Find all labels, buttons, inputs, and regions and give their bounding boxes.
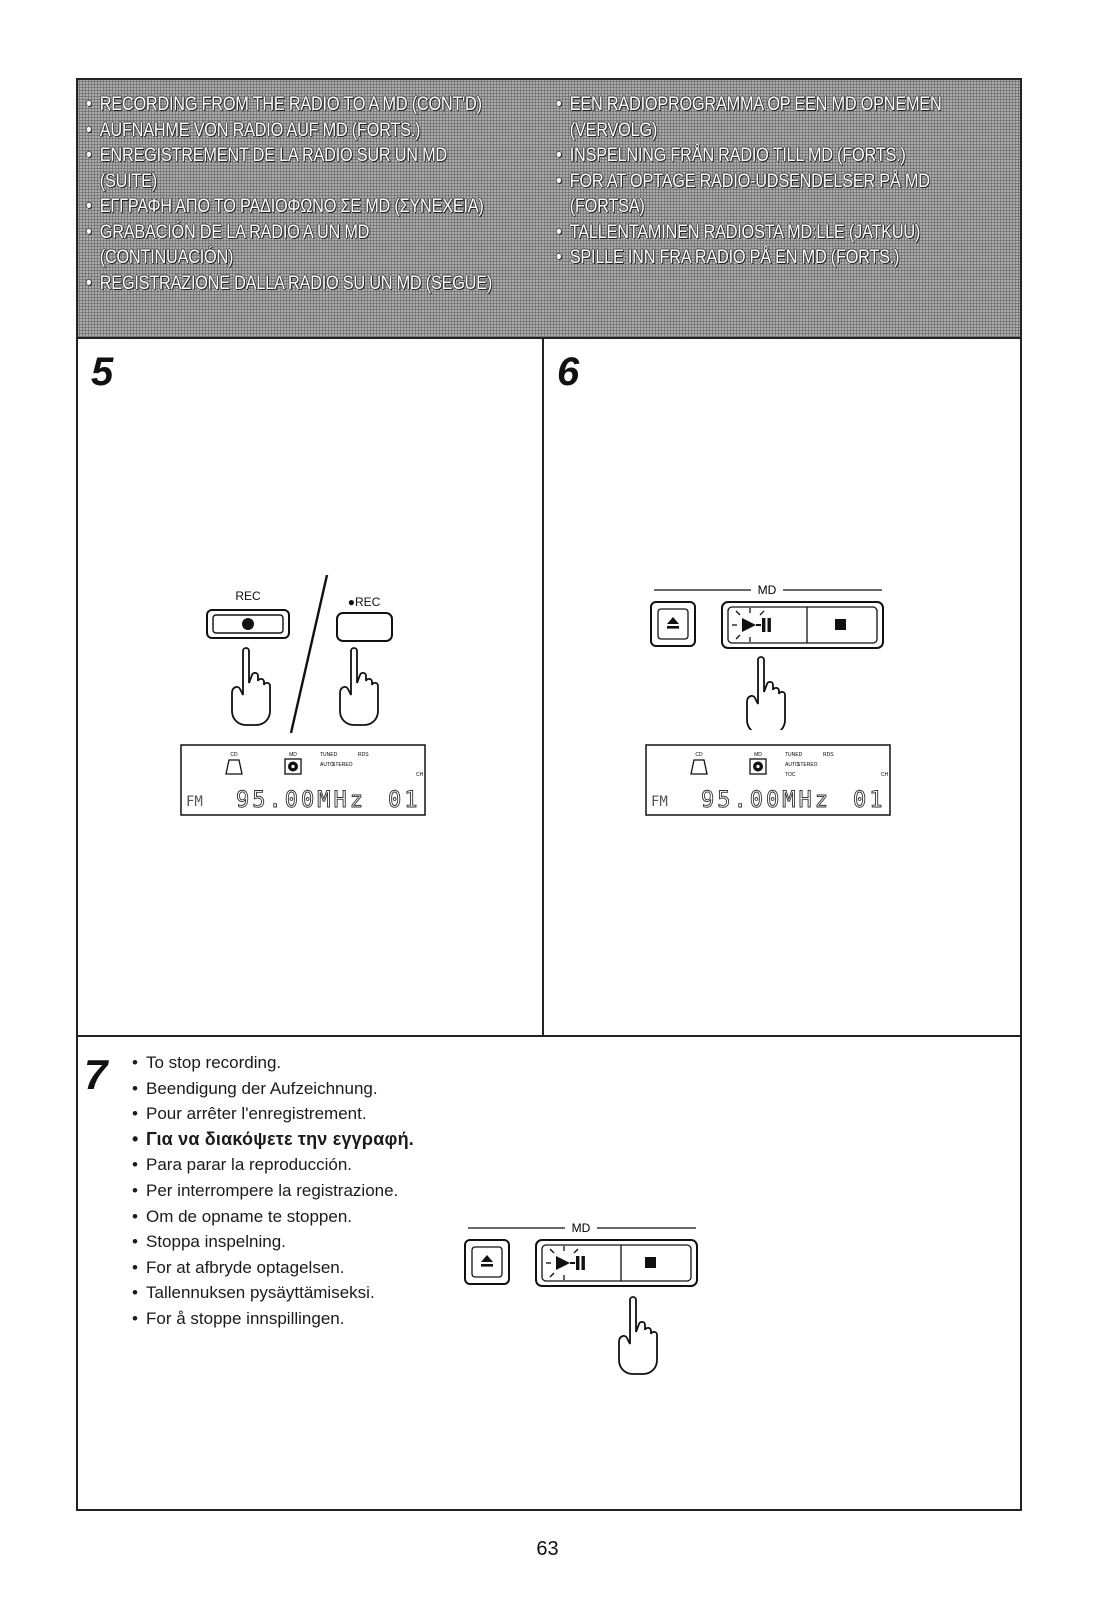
stop-button[interactable] xyxy=(623,1247,689,1279)
header-title-continuation: (VERVOLG) xyxy=(569,119,658,141)
lcd-indicator: RDS xyxy=(358,752,369,758)
lcd-channel: 01 xyxy=(853,788,886,813)
instruction-item: • Pour arrêter l'enregistrement. xyxy=(132,1104,367,1124)
header-title: • TALLENTAMINEN RADIOSTA MD:LLE (JATKUU) xyxy=(556,221,921,243)
stop-icon xyxy=(645,1257,656,1268)
lcd-frequency: 95.00MHz xyxy=(701,788,831,813)
pointing-hand-icon xyxy=(232,648,270,725)
lcd-indicator: CD xyxy=(695,752,703,758)
lcd-indicator: TUNED xyxy=(320,752,338,758)
instruction-item: • To stop recording. xyxy=(132,1053,282,1072)
lcd-indicator: MD xyxy=(289,752,297,758)
cd-tray-icon xyxy=(226,760,242,774)
panel-divider-vertical xyxy=(542,339,544,1036)
lcd-indicator: AUTO xyxy=(320,762,334,768)
lcd-indicator: STEREO xyxy=(797,762,818,768)
header-titles-right xyxy=(556,92,1016,271)
step6-lcd-display xyxy=(645,744,891,816)
md-disc-icon xyxy=(285,759,301,774)
md-disc-icon xyxy=(750,759,766,774)
step5-rec-buttons-illustration xyxy=(196,575,436,737)
header-title: • ΕΓΓΡΑΦΗ ΑΠΟ ΤΟ ΡΑΔΙΟΦΩΝΟ ΣΕ MD (ΣΥΝΕΧΕΙΑ) xyxy=(86,196,484,217)
pointing-hand-icon xyxy=(747,657,785,730)
lcd-indicator: RDS xyxy=(823,752,834,758)
instruction-item: • For å stoppe innspillingen. xyxy=(132,1308,345,1328)
lcd-indicator: STEREO xyxy=(332,762,353,768)
lcd-indicator: CH xyxy=(416,772,424,778)
step5-lcd-display xyxy=(180,744,426,816)
header-title: • EEN RADIOPROGRAMMA OP EEN MD OPNEMEN xyxy=(556,94,942,115)
header-title: • SPILLE INN FRA RADIO PÅ EN MD (FORTS.) xyxy=(556,247,900,268)
stop-icon xyxy=(835,619,846,630)
instruction-item: • Para parar la reproducción. xyxy=(132,1155,353,1175)
cd-tray-icon xyxy=(691,760,707,774)
eject-button[interactable] xyxy=(465,1240,509,1284)
rec-label-right: ●REC xyxy=(347,595,381,609)
step6-md-controls-illustration xyxy=(650,580,890,730)
play-pause-button[interactable] xyxy=(544,1246,619,1280)
instruction-item: • Stoppa inspelning. xyxy=(132,1232,286,1252)
stop-button[interactable] xyxy=(809,609,875,641)
lcd-frequency: 95.00MHz xyxy=(236,788,366,813)
page-number: 63 xyxy=(536,1538,559,1560)
lcd-indicator: CH xyxy=(881,772,889,778)
lcd-indicator: TUNED xyxy=(785,752,803,758)
step-number-5: 5 xyxy=(91,350,114,394)
pointing-hand-icon xyxy=(619,1297,657,1374)
or-slash xyxy=(291,575,327,733)
md-group-label: MD xyxy=(571,1221,591,1235)
header-title-continuation: (FORTSA) xyxy=(569,196,645,217)
rec-button-right[interactable] xyxy=(337,613,392,641)
header-titles-left xyxy=(86,92,556,296)
lcd-indicator: AUTO xyxy=(785,762,799,768)
rec-label-left: REC xyxy=(235,589,261,603)
header-title: • GRABACIÓN DE LA RADIO A UN MD xyxy=(86,221,370,243)
lcd-band: FM xyxy=(186,794,203,810)
instruction-item: • Beendigung der Aufzeichnung. xyxy=(132,1078,378,1098)
record-dot-icon xyxy=(242,618,254,630)
panel-divider-horizontal xyxy=(78,1035,1020,1037)
instruction-item: • Tallennuksen pysäyttämiseksi. xyxy=(132,1283,375,1303)
instruction-item: • Per interrompere la registrazione. xyxy=(132,1180,399,1200)
pointing-hand-icon xyxy=(340,648,378,725)
lcd-channel: 01 xyxy=(388,788,421,813)
eject-button[interactable] xyxy=(651,602,695,646)
header-title: • INSPELNING FRÅN RADIO TILL MD (FORTS.) xyxy=(556,145,906,166)
header-title-continuation: (SUITE) xyxy=(99,170,157,192)
header-title-continuation: (CONTINUACIÓN) xyxy=(99,247,234,268)
lcd-indicator: TOC xyxy=(785,772,796,778)
header-title: • RECORDING FROM THE RADIO TO A MD (CONT'D) xyxy=(86,94,482,115)
step7-md-controls-illustration xyxy=(464,1218,704,1378)
rec-button-left[interactable] xyxy=(207,610,289,638)
header-title: • REGISTRAZIONE DALLA RADIO SU UN MD (SEGUE) xyxy=(86,272,493,294)
section-header xyxy=(76,78,1022,339)
lcd-indicator: MD xyxy=(754,752,762,758)
instruction-item: • For at afbryde optagelsen. xyxy=(132,1257,345,1277)
step-number-7: 7 xyxy=(84,1051,108,1098)
play-pause-button[interactable] xyxy=(730,608,805,642)
step7-instructions xyxy=(132,1050,414,1332)
header-title: • AUFNAHME VON RADIO AUF MD (FORTS.) xyxy=(86,119,421,141)
header-title: • ENREGISTREMENT DE LA RADIO SUR UN MD xyxy=(86,145,447,166)
instruction-item: • Om de opname te stoppen. xyxy=(132,1206,353,1226)
lcd-band: FM xyxy=(651,794,668,810)
header-title: • FOR AT OPTAGE RADIO-UDSENDELSER PÅ MD xyxy=(556,170,930,192)
md-group-label: MD xyxy=(757,583,777,597)
lcd-indicator: CD xyxy=(230,752,238,758)
step-number-6: 6 xyxy=(557,350,580,394)
instruction-item: • Για να διακόψετε την εγγραφή. xyxy=(132,1128,414,1149)
